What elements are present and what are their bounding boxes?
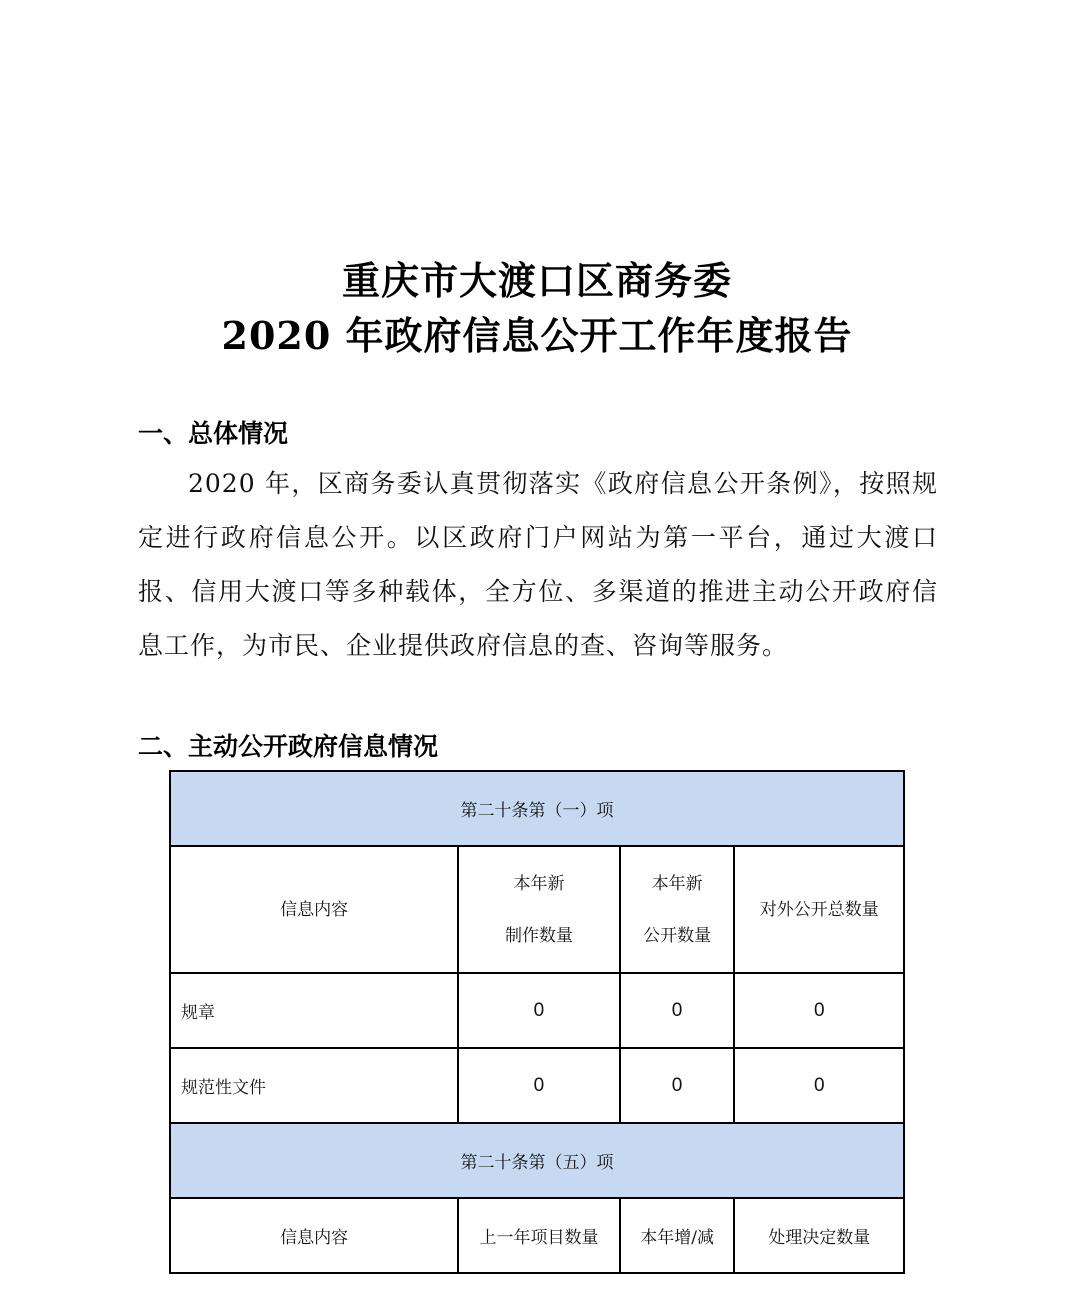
table-band-row [170,1123,904,1198]
table-row [170,1048,904,1123]
header-total-published: 对外公开总数量 [734,846,904,973]
cell-value: 0 [734,973,904,1048]
table-band-row [170,771,904,846]
report-title-line1: 重庆市大渡口区商务委 [341,258,732,303]
table-row [170,973,904,1048]
cell-value: 0 [734,1048,904,1123]
row-label: 规范性文件 [170,1048,458,1123]
cell-value: 0 [620,1048,735,1123]
disclosure-table [169,770,905,1274]
header-decision-count: 处理决定数量 [734,1198,904,1273]
header-info-content: 信息内容 [170,1198,458,1273]
row-label: 规章 [170,973,458,1048]
band-article-20-item-5: 第二十条第（五）项 [170,1123,904,1198]
header-new-published-count: 本年新 公开数量 [620,846,735,973]
header-info-content: 信息内容 [170,846,458,973]
header-new-made-count: 本年新 制作数量 [458,846,620,973]
header-previous-year-count: 上一年项目数量 [458,1198,620,1273]
table-header-row [170,846,904,973]
overview-paragraph: 2020 年，区商务委认真贯彻落实《政府信息公开条例》，按照规定进行政府信息公开。以区政府门户网站为第一平台，通过大渡口报、信用大渡口等多种载体，全方位、多渠道的推进主动公开政府信息工作，为市民、企业提供政府信息的查、咨询等服务。 [138,469,938,660]
section-heading-overview: 一、总体情况 [138,419,289,448]
cell-value: 0 [620,973,735,1048]
cell-value: 0 [458,1048,620,1123]
cell-value: 0 [458,973,620,1048]
band-article-20-item-1: 第二十条第（一）项 [170,771,904,846]
header-change: 本年增/减 [620,1198,735,1273]
table-header-row [170,1198,904,1273]
report-title-line2: 2020 年政府信息公开工作年度报告 [221,313,853,358]
section-heading-disclosure: 二、主动公开政府信息情况 [138,732,439,761]
